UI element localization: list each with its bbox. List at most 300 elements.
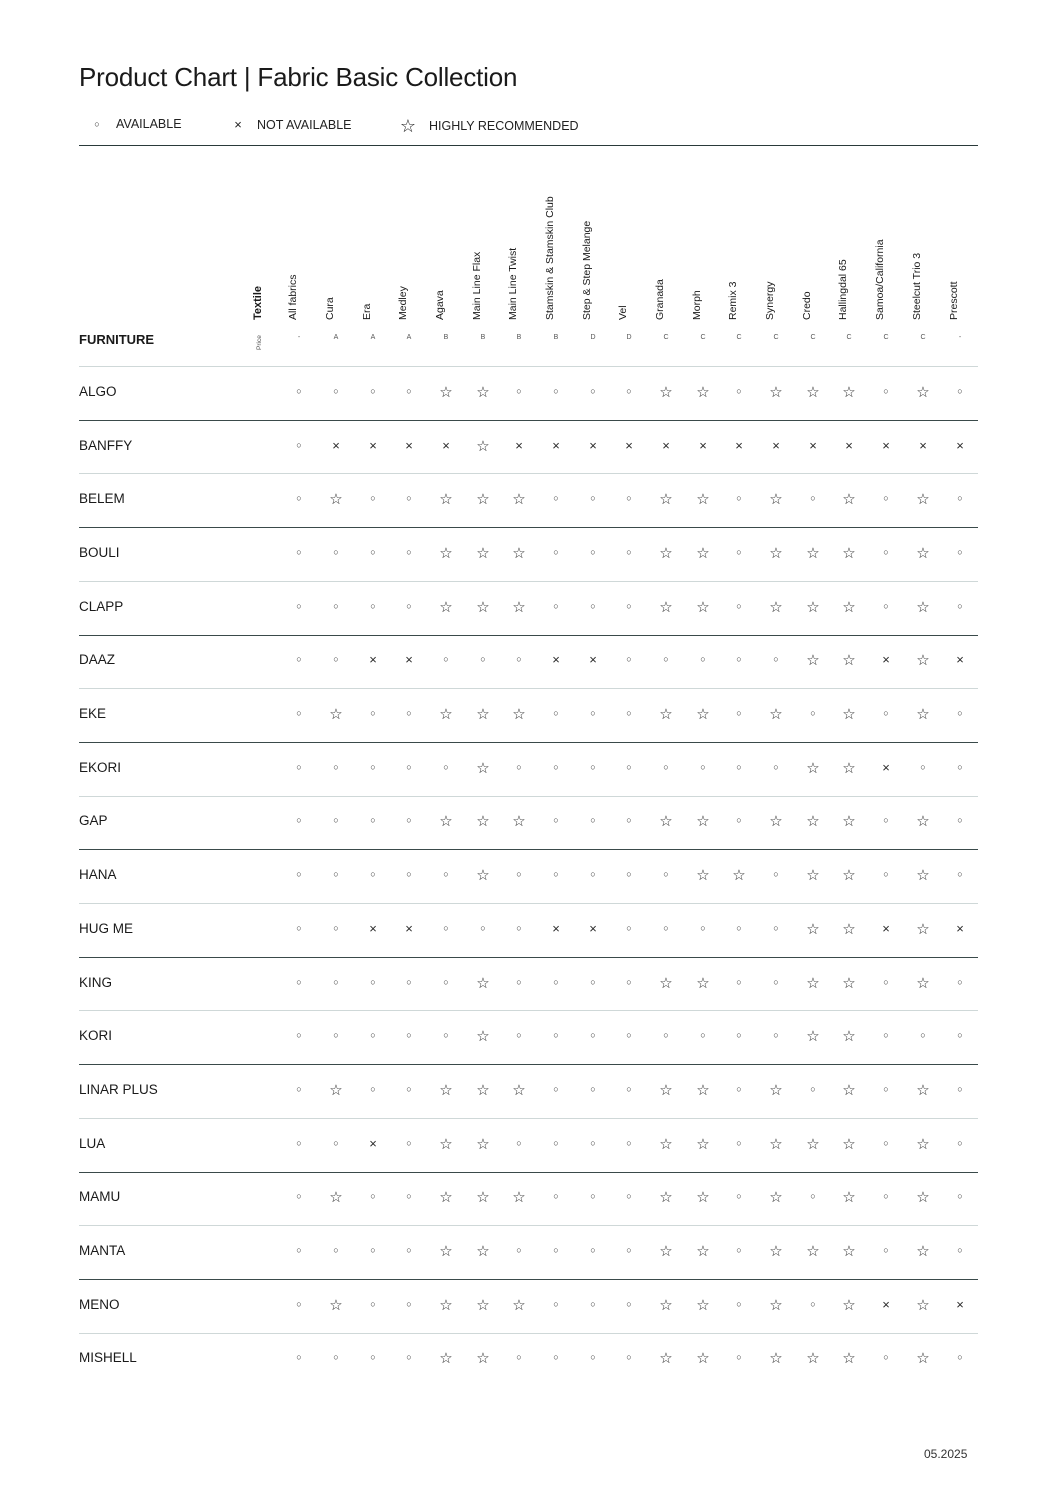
column-header xyxy=(834,180,854,320)
recommended-star-icon: ☆ xyxy=(329,1081,343,1099)
legend-divider xyxy=(79,145,978,146)
recommended-star-icon: ☆ xyxy=(696,813,710,831)
price-group: C xyxy=(773,334,779,341)
available-icon: ○ xyxy=(590,869,596,880)
furniture-name: MENO xyxy=(79,1296,120,1312)
available-icon: ○ xyxy=(626,385,632,396)
recommended-star-icon: ☆ xyxy=(842,598,856,616)
table-row xyxy=(79,635,978,689)
available-icon: ○ xyxy=(590,708,596,719)
recommended-star-icon: ☆ xyxy=(659,1189,673,1207)
recommended-star-icon: ☆ xyxy=(476,1243,490,1261)
price-group: C xyxy=(810,334,816,341)
recommended-star-icon: ☆ xyxy=(476,598,490,616)
column-header xyxy=(651,180,671,320)
not-available-icon: × xyxy=(699,437,707,453)
available-icon: ○ xyxy=(810,708,816,719)
available-icon: ○ xyxy=(406,976,412,987)
not-available-icon: × xyxy=(882,652,890,668)
available-icon: ○ xyxy=(553,815,559,826)
recommended-star-icon: ☆ xyxy=(476,759,490,777)
not-available-icon: × xyxy=(552,652,560,668)
available-icon: ○ xyxy=(626,1083,632,1094)
recommended-star-icon: ☆ xyxy=(806,813,820,831)
available-icon: ○ xyxy=(883,708,889,719)
available-icon: ○ xyxy=(406,1298,412,1309)
not-available-icon: × xyxy=(956,652,964,668)
recommended-star-icon: ☆ xyxy=(769,598,783,616)
available-icon: ○ xyxy=(370,1083,376,1094)
recommended-star-icon: ☆ xyxy=(842,1081,856,1099)
not-available-icon: × xyxy=(625,437,633,453)
column-header-label: Hallingdal 65 xyxy=(837,259,849,320)
available-icon: ○ xyxy=(406,600,412,611)
column-header xyxy=(761,180,781,320)
recommended-star-icon: ☆ xyxy=(806,1135,820,1153)
column-header xyxy=(358,180,378,320)
recommended-star-icon: ☆ xyxy=(512,1296,526,1314)
recommended-star-icon: ☆ xyxy=(512,1189,526,1207)
available-icon: ○ xyxy=(773,976,779,987)
table-row xyxy=(79,581,978,635)
recommended-star-icon: ☆ xyxy=(916,1189,930,1207)
available-icon: ○ xyxy=(553,1030,559,1041)
not-available-icon: × xyxy=(589,920,597,936)
table-row xyxy=(79,849,978,903)
recommended-star-icon: ☆ xyxy=(659,1081,673,1099)
available-icon: ○ xyxy=(736,976,742,987)
available-icon: ○ xyxy=(370,546,376,557)
recommended-star-icon: ☆ xyxy=(916,813,930,831)
available-icon: ○ xyxy=(626,815,632,826)
recommended-star-icon: ☆ xyxy=(806,598,820,616)
recommended-star-icon: ☆ xyxy=(512,544,526,562)
available-icon: ○ xyxy=(626,1352,632,1363)
available-icon: ○ xyxy=(516,869,522,880)
column-header-label: Morph xyxy=(691,290,703,320)
recommended-star-icon: ☆ xyxy=(916,1135,930,1153)
recommended-star-icon: ☆ xyxy=(659,706,673,724)
recommended-star-icon: ☆ xyxy=(806,759,820,777)
available-icon: ○ xyxy=(883,1083,889,1094)
recommended-star-icon: ☆ xyxy=(916,1243,930,1261)
recommended-star-icon: ☆ xyxy=(769,1135,783,1153)
available-icon: ○ xyxy=(443,654,449,665)
available-icon: ○ xyxy=(736,1191,742,1202)
available-icon: ○ xyxy=(370,976,376,987)
recommended-star-icon: ☆ xyxy=(659,491,673,509)
available-icon: ○ xyxy=(957,708,963,719)
recommended-star-icon: ☆ xyxy=(769,1296,783,1314)
available-icon: ○ xyxy=(296,1352,302,1363)
recommended-star-icon: ☆ xyxy=(659,598,673,616)
price-group: B xyxy=(553,334,559,341)
column-header xyxy=(945,180,965,320)
recommended-star-icon: ☆ xyxy=(916,867,930,885)
recommended-star-icon: ☆ xyxy=(842,920,856,938)
furniture-name: KORI xyxy=(79,1028,113,1044)
available-icon: ○ xyxy=(736,385,742,396)
available-icon: ○ xyxy=(333,922,339,933)
available-icon: ○ xyxy=(883,493,889,504)
available-icon: ○ xyxy=(553,761,559,772)
furniture-header: FURNITURE xyxy=(79,332,155,347)
not-available-icon: × xyxy=(369,652,377,668)
available-icon: ○ xyxy=(553,1352,559,1363)
recommended-star-icon: ☆ xyxy=(439,383,453,401)
available-icon: ○ xyxy=(553,493,559,504)
footer-date: 05.2025 xyxy=(924,1447,968,1461)
available-icon: ○ xyxy=(296,1298,302,1309)
recommended-star-icon: ☆ xyxy=(696,867,710,885)
recommended-star-icon: ☆ xyxy=(842,974,856,992)
column-header xyxy=(394,180,414,320)
legend-available xyxy=(88,117,182,131)
available-icon: ○ xyxy=(443,761,449,772)
furniture-name: MANTA xyxy=(79,1243,126,1259)
furniture-name: MISHELL xyxy=(79,1350,137,1366)
available-icon: ○ xyxy=(333,385,339,396)
available-icon: ○ xyxy=(736,1137,742,1148)
available-icon: ○ xyxy=(553,385,559,396)
legend-not-available xyxy=(229,117,352,132)
available-icon: ○ xyxy=(957,976,963,987)
available-icon: ○ xyxy=(370,1352,376,1363)
available-icon: ○ xyxy=(553,546,559,557)
recommended-star-icon: ☆ xyxy=(439,1081,453,1099)
recommended-star-icon: ☆ xyxy=(512,706,526,724)
recommended-star-icon: ☆ xyxy=(696,1189,710,1207)
column-header xyxy=(798,180,818,320)
not-available-icon: × xyxy=(662,437,670,453)
available-icon: ○ xyxy=(553,600,559,611)
available-icon: ○ xyxy=(516,385,522,396)
available-icon: ○ xyxy=(957,815,963,826)
available-icon: ○ xyxy=(406,1030,412,1041)
column-header-label: Prescott xyxy=(948,281,960,320)
not-available-icon: × xyxy=(515,437,523,453)
recommended-star-icon: ☆ xyxy=(476,491,490,509)
recommended-star-icon: ☆ xyxy=(842,1135,856,1153)
available-icon: ○ xyxy=(296,761,302,772)
price-group: - xyxy=(297,334,301,341)
available-icon: ○ xyxy=(590,1191,596,1202)
recommended-star-icon: ☆ xyxy=(916,1350,930,1368)
available-icon: ○ xyxy=(957,761,963,772)
column-header xyxy=(284,180,304,320)
recommended-star-icon: ☆ xyxy=(476,1135,490,1153)
available-icon: ○ xyxy=(296,922,302,933)
textile-header: Textile xyxy=(252,285,264,320)
available-icon: ○ xyxy=(406,546,412,557)
recommended-star-icon: ☆ xyxy=(439,813,453,831)
available-icon: ○ xyxy=(480,922,486,933)
available-icon: ○ xyxy=(296,815,302,826)
recommended-star-icon: ☆ xyxy=(439,1243,453,1261)
available-icon: ○ xyxy=(883,1030,889,1041)
recommended-star-icon: ☆ xyxy=(916,598,930,616)
column-header-label: Steelcut Trio 3 xyxy=(911,252,923,320)
available-icon: ○ xyxy=(700,654,706,665)
available-icon: ○ xyxy=(590,600,596,611)
legend-available-label: AVAILABLE xyxy=(116,117,182,131)
available-icon: ○ xyxy=(920,1030,926,1041)
recommended-star-icon: ☆ xyxy=(806,1028,820,1046)
recommended-star-icon: ☆ xyxy=(329,706,343,724)
recommended-star-icon: ☆ xyxy=(916,920,930,938)
legend-recommended xyxy=(399,117,579,135)
table-row xyxy=(79,1225,978,1279)
recommended-star-icon: ☆ xyxy=(842,1350,856,1368)
recommended-star-icon: ☆ xyxy=(512,598,526,616)
recommended-star-icon: ☆ xyxy=(769,491,783,509)
recommended-star-icon: ☆ xyxy=(696,598,710,616)
available-icon: ○ xyxy=(296,439,302,450)
available-icon: ○ xyxy=(553,1137,559,1148)
not-available-icon: × xyxy=(956,1296,964,1312)
available-icon: ○ xyxy=(957,493,963,504)
table-row xyxy=(79,527,978,581)
available-icon: ○ xyxy=(663,869,669,880)
not-available-icon: × xyxy=(552,437,560,453)
price-group: C xyxy=(920,334,926,341)
available-icon: ○ xyxy=(370,385,376,396)
available-icon: ○ xyxy=(553,976,559,987)
available-icon: ○ xyxy=(773,654,779,665)
column-header-label: Synergy xyxy=(764,281,776,320)
available-icon: ○ xyxy=(626,922,632,933)
furniture-name: DAAZ xyxy=(79,652,116,668)
available-icon: ○ xyxy=(663,922,669,933)
table-row xyxy=(79,903,978,957)
available-icon: ○ xyxy=(626,493,632,504)
available-icon: ○ xyxy=(700,1030,706,1041)
recommended-star-icon: ☆ xyxy=(916,652,930,670)
price-group: C xyxy=(700,334,706,341)
recommended-star-icon: ☆ xyxy=(806,974,820,992)
recommended-star-icon: ☆ xyxy=(842,1296,856,1314)
furniture-name: EKE xyxy=(79,706,107,722)
available-icon: ○ xyxy=(590,1030,596,1041)
column-header-label: Step & Step Melange xyxy=(581,220,593,320)
recommended-star-icon: ☆ xyxy=(806,383,820,401)
table-row xyxy=(79,420,978,474)
available-icon: ○ xyxy=(553,1245,559,1256)
recommended-star-icon: ☆ xyxy=(842,1189,856,1207)
not-available-icon: × xyxy=(956,437,964,453)
recommended-star-icon: ☆ xyxy=(696,1135,710,1153)
available-icon: ○ xyxy=(957,385,963,396)
not-available-icon: × xyxy=(809,437,817,453)
price-group: A xyxy=(333,334,339,341)
available-icon: ○ xyxy=(590,1352,596,1363)
available-icon: ○ xyxy=(296,1083,302,1094)
recommended-star-icon: ☆ xyxy=(696,1296,710,1314)
column-header xyxy=(908,180,928,320)
recommended-star-icon: ☆ xyxy=(659,1243,673,1261)
available-icon: ○ xyxy=(883,1191,889,1202)
available-icon: ○ xyxy=(957,1245,963,1256)
available-icon: ○ xyxy=(883,1352,889,1363)
star-icon: ☆ xyxy=(399,116,417,136)
available-icon: ○ xyxy=(333,869,339,880)
available-icon: ○ xyxy=(590,815,596,826)
column-header xyxy=(724,180,744,320)
not-available-icon: × xyxy=(405,652,413,668)
available-icon: ○ xyxy=(443,976,449,987)
column-header-label: Agava xyxy=(434,290,446,320)
available-icon: ○ xyxy=(590,385,596,396)
available-icon: ○ xyxy=(590,976,596,987)
not-available-icon: × xyxy=(369,437,377,453)
available-icon: ○ xyxy=(370,1298,376,1309)
available-icon: ○ xyxy=(333,815,339,826)
recommended-star-icon: ☆ xyxy=(842,759,856,777)
available-icon: ○ xyxy=(406,761,412,772)
available-icon: ○ xyxy=(296,1030,302,1041)
furniture-name: GAP xyxy=(79,813,108,829)
available-icon: ○ xyxy=(333,1030,339,1041)
furniture-name: CLAPP xyxy=(79,598,124,614)
not-available-icon: × xyxy=(919,437,927,453)
recommended-star-icon: ☆ xyxy=(439,544,453,562)
available-icon: ○ xyxy=(957,600,963,611)
available-icon: ○ xyxy=(516,976,522,987)
available-icon: ○ xyxy=(516,1245,522,1256)
available-icon: ○ xyxy=(333,761,339,772)
available-icon: ○ xyxy=(296,493,302,504)
recommended-star-icon: ☆ xyxy=(696,1081,710,1099)
recommended-star-icon: ☆ xyxy=(696,1243,710,1261)
circle-icon: ○ xyxy=(94,119,100,129)
available-icon: ○ xyxy=(443,922,449,933)
available-icon: ○ xyxy=(296,385,302,396)
available-icon: ○ xyxy=(406,1352,412,1363)
available-icon: ○ xyxy=(957,869,963,880)
table-row xyxy=(79,1172,978,1226)
available-icon: ○ xyxy=(480,654,486,665)
recommended-star-icon: ☆ xyxy=(439,491,453,509)
recommended-star-icon: ☆ xyxy=(476,867,490,885)
recommended-star-icon: ☆ xyxy=(842,652,856,670)
available-icon: ○ xyxy=(370,869,376,880)
available-icon: ○ xyxy=(736,1083,742,1094)
not-available-icon: × xyxy=(772,437,780,453)
recommended-star-icon: ☆ xyxy=(329,1296,343,1314)
price-group: B xyxy=(443,334,449,341)
available-icon: ○ xyxy=(736,761,742,772)
available-icon: ○ xyxy=(516,654,522,665)
recommended-star-icon: ☆ xyxy=(476,1189,490,1207)
available-icon: ○ xyxy=(883,385,889,396)
available-icon: ○ xyxy=(773,761,779,772)
recommended-star-icon: ☆ xyxy=(476,544,490,562)
available-icon: ○ xyxy=(443,1030,449,1041)
furniture-name: LINAR PLUS xyxy=(79,1081,158,1097)
recommended-star-icon: ☆ xyxy=(806,544,820,562)
table-row xyxy=(79,1333,978,1387)
recommended-star-icon: ☆ xyxy=(696,383,710,401)
available-icon: ○ xyxy=(883,976,889,987)
available-icon: ○ xyxy=(406,708,412,719)
available-icon: ○ xyxy=(736,654,742,665)
recommended-star-icon: ☆ xyxy=(916,1296,930,1314)
available-icon: ○ xyxy=(957,1137,963,1148)
recommended-star-icon: ☆ xyxy=(659,1135,673,1153)
price-group: D xyxy=(626,334,632,341)
column-header xyxy=(578,180,598,320)
column-header xyxy=(541,180,561,320)
available-icon: ○ xyxy=(773,869,779,880)
price-group: C xyxy=(736,334,742,341)
available-icon: ○ xyxy=(553,1083,559,1094)
recommended-star-icon: ☆ xyxy=(842,867,856,885)
recommended-star-icon: ☆ xyxy=(806,1350,820,1368)
column-header-label: Main Line Twist xyxy=(507,247,519,320)
available-icon: ○ xyxy=(883,546,889,557)
price-header: Price xyxy=(256,335,263,350)
not-available-icon: × xyxy=(589,437,597,453)
recommended-star-icon: ☆ xyxy=(439,706,453,724)
recommended-star-icon: ☆ xyxy=(696,706,710,724)
table-row xyxy=(79,1279,978,1333)
recommended-star-icon: ☆ xyxy=(732,867,746,885)
furniture-name: HUG ME xyxy=(79,920,133,936)
available-icon: ○ xyxy=(773,1030,779,1041)
column-header xyxy=(431,180,451,320)
price-group: B xyxy=(480,334,486,341)
available-icon: ○ xyxy=(296,708,302,719)
available-icon: ○ xyxy=(957,1083,963,1094)
available-icon: ○ xyxy=(883,869,889,880)
recommended-star-icon: ☆ xyxy=(659,1350,673,1368)
furniture-name: LUA xyxy=(79,1135,106,1151)
available-icon: ○ xyxy=(736,708,742,719)
available-icon: ○ xyxy=(516,1352,522,1363)
legend-not-available-label: NOT AVAILABLE xyxy=(257,117,352,132)
recommended-star-icon: ☆ xyxy=(806,1243,820,1261)
recommended-star-icon: ☆ xyxy=(806,920,820,938)
available-icon: ○ xyxy=(810,1298,816,1309)
available-icon: ○ xyxy=(626,1030,632,1041)
available-icon: ○ xyxy=(333,600,339,611)
available-icon: ○ xyxy=(590,546,596,557)
available-icon: ○ xyxy=(406,1137,412,1148)
available-icon: ○ xyxy=(626,869,632,880)
recommended-star-icon: ☆ xyxy=(916,706,930,724)
available-icon: ○ xyxy=(736,1298,742,1309)
recommended-star-icon: ☆ xyxy=(659,383,673,401)
available-icon: ○ xyxy=(516,761,522,772)
available-icon: ○ xyxy=(736,546,742,557)
column-header-label: Remix 3 xyxy=(727,281,739,320)
available-icon: ○ xyxy=(516,922,522,933)
recommended-star-icon: ☆ xyxy=(439,1350,453,1368)
available-icon: ○ xyxy=(590,1137,596,1148)
not-available-icon: × xyxy=(442,437,450,453)
recommended-star-icon: ☆ xyxy=(842,706,856,724)
available-icon: ○ xyxy=(406,869,412,880)
available-icon: ○ xyxy=(296,869,302,880)
available-icon: ○ xyxy=(406,1245,412,1256)
available-icon: ○ xyxy=(590,493,596,504)
available-icon: ○ xyxy=(810,493,816,504)
recommended-star-icon: ☆ xyxy=(439,1189,453,1207)
not-available-icon: × xyxy=(845,437,853,453)
price-group: C xyxy=(883,334,889,341)
recommended-star-icon: ☆ xyxy=(329,1189,343,1207)
available-icon: ○ xyxy=(700,922,706,933)
